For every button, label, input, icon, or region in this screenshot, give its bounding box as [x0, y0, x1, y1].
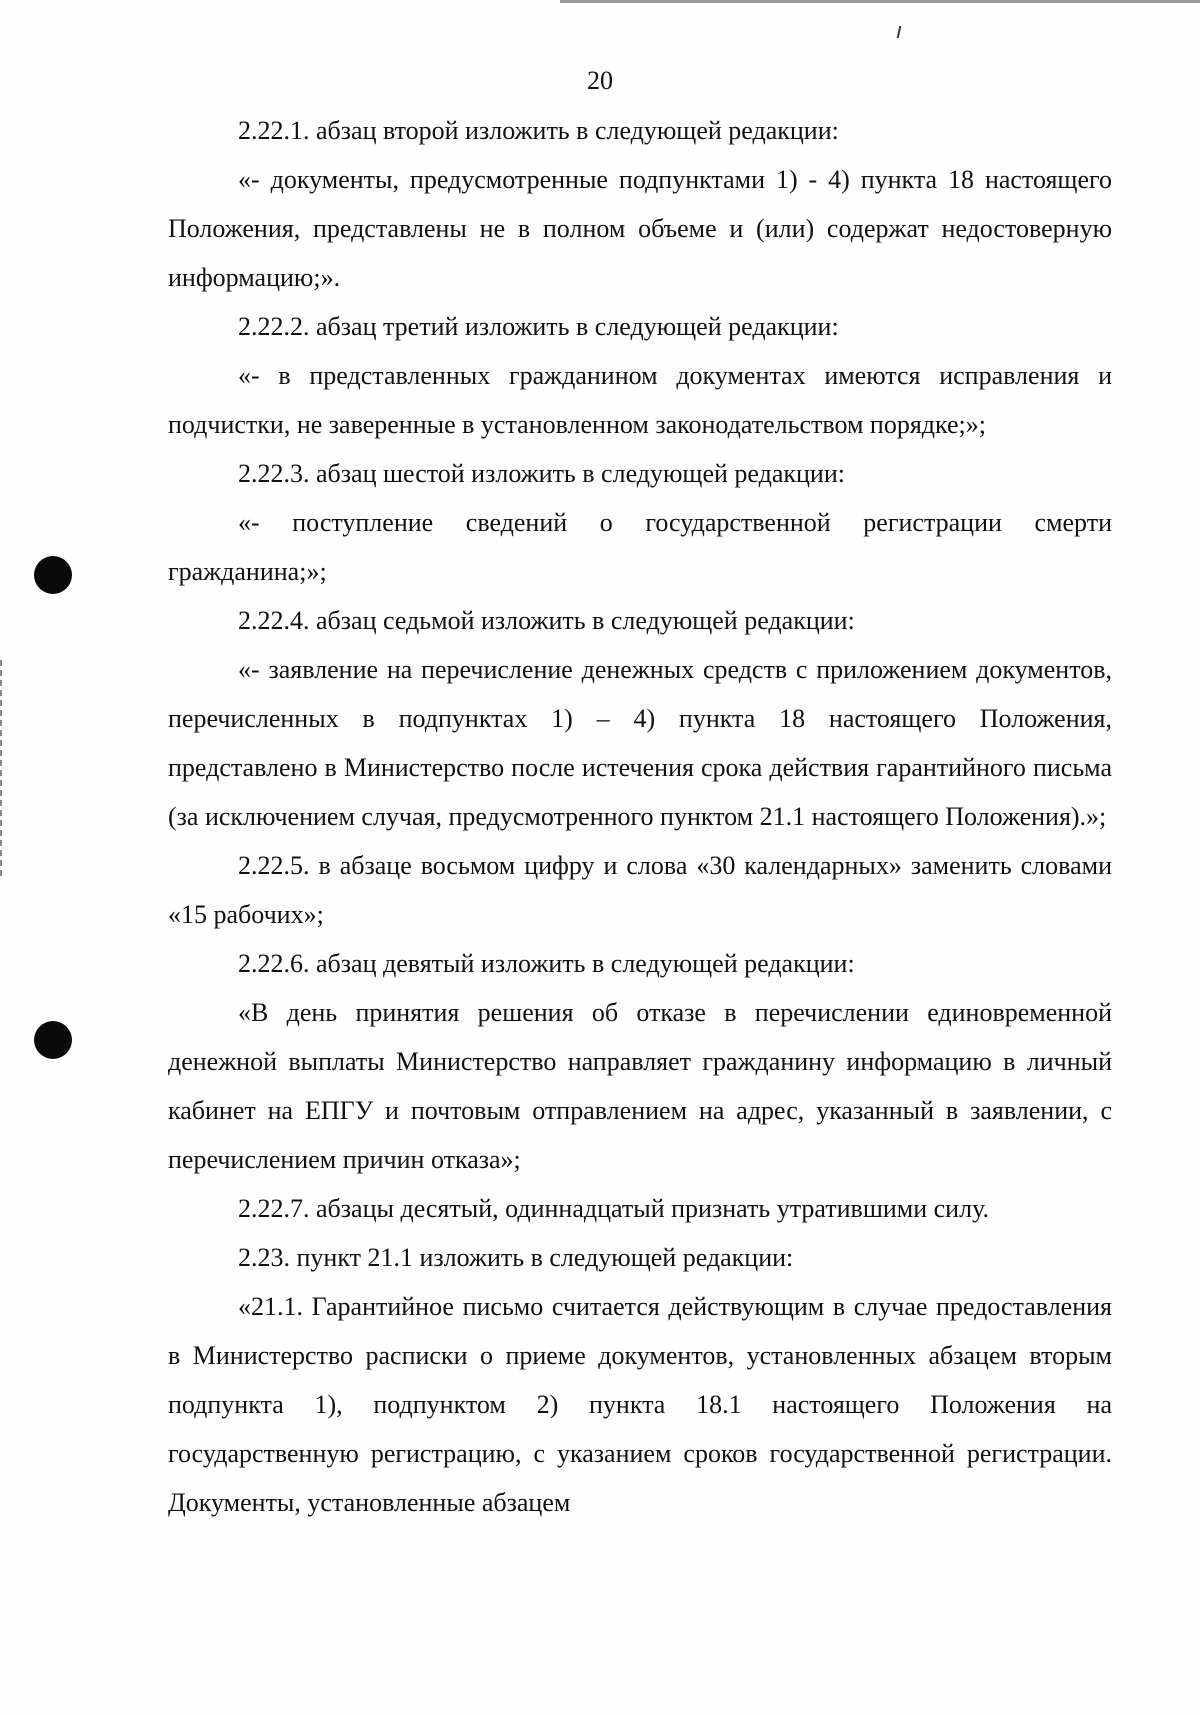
paragraph: 2.22.3. абзац шестой изложить в следующей редакции: — [238, 459, 845, 488]
scan-tick-mark — [897, 26, 902, 38]
paragraph: 2.23. пункт 21.1 изложить в следующей редакции: — [238, 1243, 794, 1272]
paragraph: «- поступление сведений о государственной регистрации смерти гражданина;»; — [168, 508, 1112, 586]
punch-hole — [34, 556, 72, 594]
page-number: 20 — [587, 66, 613, 95]
paragraph: 2.22.6. абзац девятый изложить в следующей редакции: — [238, 949, 855, 978]
document-body — [168, 106, 1112, 1527]
paragraph: «21.1. Гарантийное письмо считается действующим в случае предоставления в Министерство расписки о приеме документов, установленных абзацем вторым подпункта 1), подпунктом 2) пункта 18.1 настоящего Положения на государственную регистрацию, с указанием сроков государственной регистрации. Документы, установленные абзацем — [168, 1292, 1112, 1517]
paragraph: 2.22.7. абзацы десятый, одиннадцатый признать утратившими силу. — [238, 1194, 989, 1223]
paragraph: 2.22.1. абзац второй изложить в следующей редакции: — [238, 116, 839, 145]
paragraph: «- документы, предусмотренные подпунктами 1) - 4) пункта 18 настоящего Положения, представлены не в полном объеме и (или) содержат недостоверную информацию;». — [168, 165, 1112, 292]
paragraph: 2.22.2. абзац третий изложить в следующей редакции: — [238, 312, 839, 341]
paragraph: 2.22.4. абзац седьмой изложить в следующей редакции: — [238, 606, 855, 635]
scan-left-edge — [0, 660, 2, 880]
scan-top-rule — [560, 0, 1200, 3]
punch-hole — [34, 1021, 72, 1059]
paragraph: «- в представленных гражданином документах имеются исправления и подчистки, не заверенные в установленном законодательством порядке;»; — [168, 361, 1112, 439]
paragraph: 2.22.5. в абзаце восьмом цифру и слова «30 календарных» заменить словами «15 рабочих»; — [168, 851, 1112, 929]
paragraph: «- заявление на перечисление денежных средств с приложением документов, перечисленных в подпунктах 1) – 4) пункта 18 настоящего Положения, представлено в Министерство после истечения срока действия гарантийного письма (за исключением случая, предусмотренного пунктом 21.1 настоящего Положения).»; — [168, 655, 1112, 831]
paragraph: «В день принятия решения об отказе в перечислении единовременной денежной выплаты Министерство направляет гражданину информацию в личный кабинет на ЕПГУ и почтовым отправлением на адрес, указанный в заявлении, с перечислением причин отказа»; — [168, 998, 1112, 1174]
